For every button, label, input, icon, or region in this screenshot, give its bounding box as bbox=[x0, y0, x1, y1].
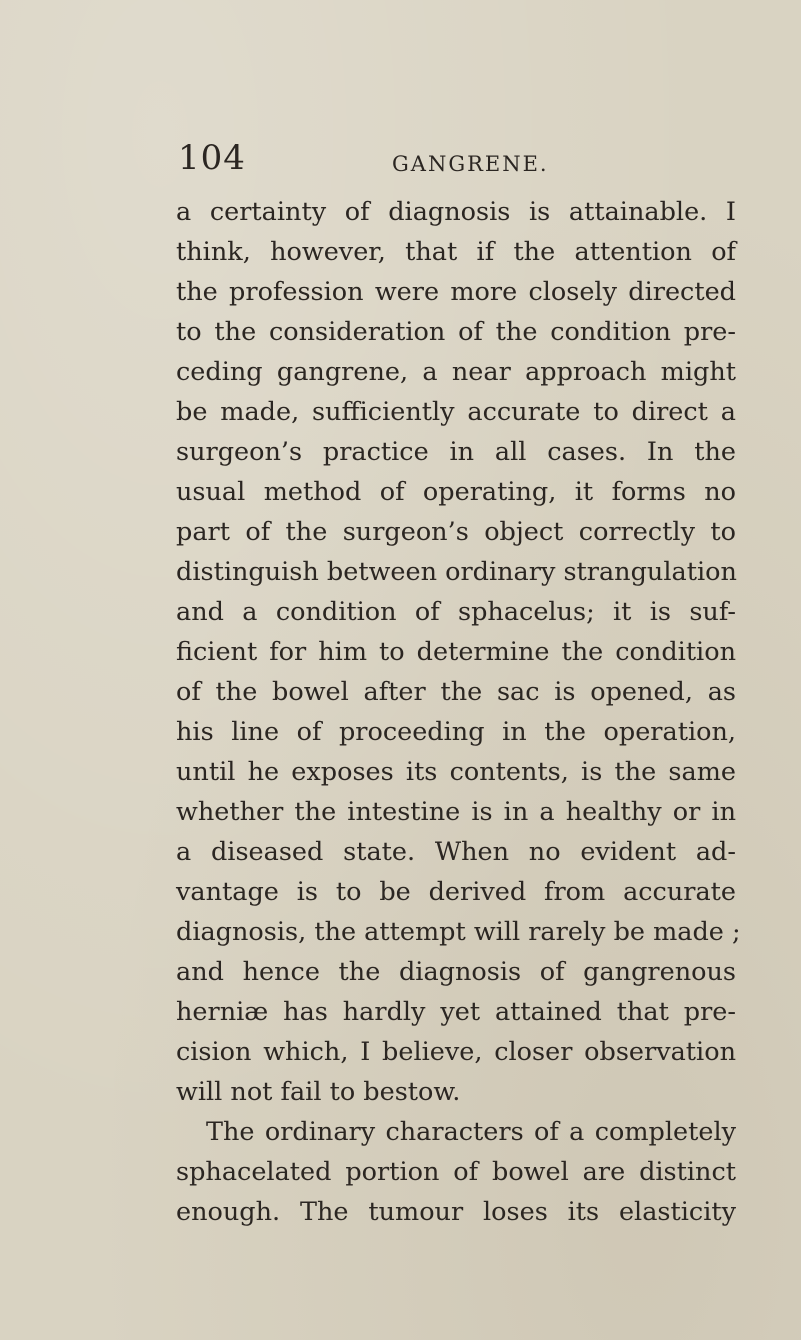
running-title: GANGRENE. bbox=[392, 152, 549, 176]
text-line: ficient for him to determine the condition bbox=[176, 637, 736, 667]
text-line: and a condition of sphacelus; it is suf- bbox=[176, 597, 736, 627]
text-line: until he exposes its contents, is the same bbox=[176, 757, 736, 787]
text-line: enough. The tumour loses its elasticity bbox=[176, 1197, 736, 1227]
body-text bbox=[176, 192, 741, 1232]
text-line: of the bowel after the sac is opened, as bbox=[176, 677, 736, 707]
page-number: 104 bbox=[178, 138, 246, 178]
text-line: a certainty of diagnosis is attainable. I bbox=[176, 197, 736, 227]
text-line: vantage is to be derived from accurate bbox=[176, 877, 736, 907]
paragraph-start-line: The ordinary characters of a completely bbox=[206, 1117, 736, 1147]
text-line: part of the surgeon’s object correctly to bbox=[176, 517, 736, 547]
running-head bbox=[178, 138, 738, 186]
text-line: whether the intestine is in a healthy or in bbox=[176, 797, 736, 827]
text-line: herniæ has hardly yet attained that pre- bbox=[176, 997, 736, 1027]
text-line: a diseased state. When no evident ad- bbox=[176, 837, 736, 867]
text-line: think, however, that if the attention of bbox=[176, 237, 736, 267]
text-line: usual method of operating, it forms no bbox=[176, 477, 736, 507]
text-line: and hence the diagnosis of gangrenous bbox=[176, 957, 736, 987]
text-line: be made, sufficiently accurate to direct a bbox=[176, 397, 736, 427]
text-line: the profession were more closely directed bbox=[176, 277, 736, 307]
paragraph-end-line: will not fail to bestow. bbox=[176, 1077, 461, 1107]
text-line: his line of proceeding in the operation, bbox=[176, 717, 736, 747]
text-line: ceding gangrene, a near approach might bbox=[176, 357, 736, 387]
text-line: sphacelated portion of bowel are distinct bbox=[176, 1157, 736, 1187]
text-line: surgeon’s practice in all cases. In the bbox=[176, 437, 736, 467]
text-line: distinguish between ordinary strangulation bbox=[176, 557, 737, 587]
text-line: diagnosis, the attempt will rarely be made ; bbox=[176, 917, 741, 947]
text-line: to the consideration of the condition pre- bbox=[176, 317, 736, 347]
text-line: cision which, I believe, closer observation bbox=[176, 1037, 736, 1067]
